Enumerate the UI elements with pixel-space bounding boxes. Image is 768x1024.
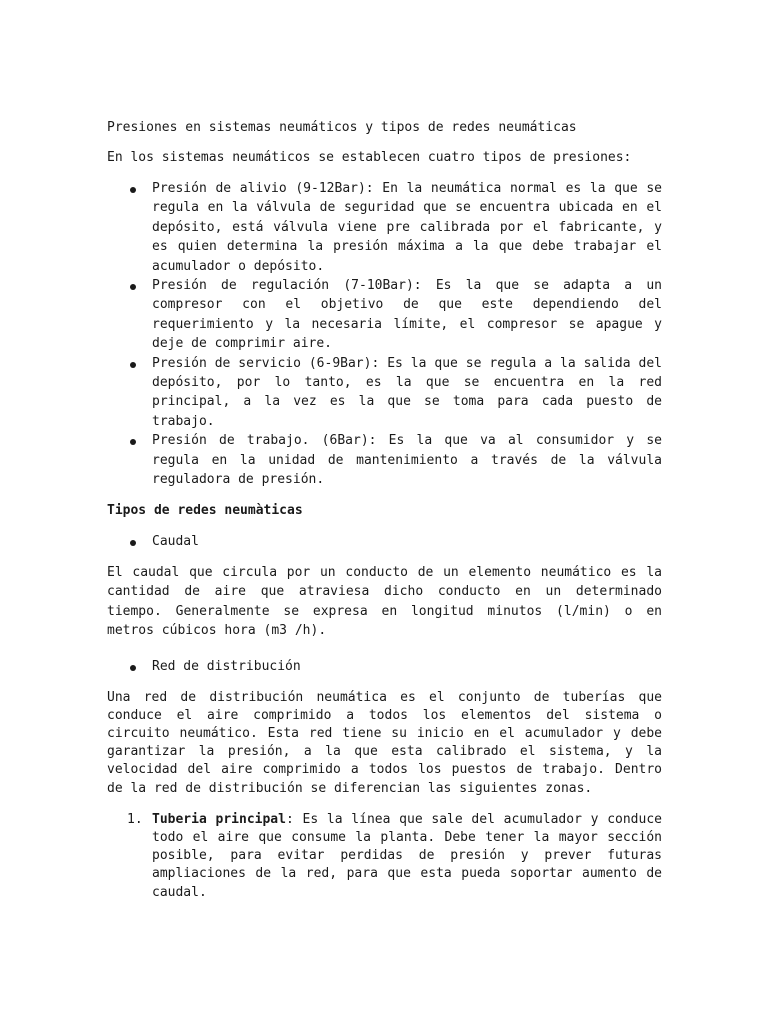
pressure-item-text: Presión de regulación (7-10Bar): Es la que se adapta a un compresor con el objetivo de que este dependiendo del requerimiento y la necesaria límite, el compresor se apague y deje de comprimir aire. — [152, 278, 662, 352]
caudal-label: Caudal — [152, 533, 199, 549]
bullet-icon — [130, 439, 136, 445]
bullet-icon — [130, 187, 136, 193]
list-item — [107, 811, 662, 902]
caudal-paragraph: El caudal que circula por un conducto de un elemento neumático es la cantidad de aire que atraviesa dicho conducto en un determinado tiempo. Generalmente se expresa en longitud minutos (l/min) o en metros cúbicos hora (m3 /h). — [107, 564, 662, 638]
pressure-item-text: Presión de servicio (6-9Bar): Es la que se regula a la salida del depósito, por lo tanto, es la que se encuentra en la red principal, a la vez es la que se toma para cada puesto de trabajo. — [152, 355, 662, 429]
pressure-item-text: Presión de trabajo. (6Bar): Es la que va al consumidor y se regula en la unidad de mantenimiento a través de la válvula reguladora de presión. — [152, 433, 662, 488]
intro-paragraph: En los sistemas neumáticos se establecen cuatro tipos de presiones: — [107, 150, 632, 165]
bullet-icon — [130, 665, 136, 671]
bullet-icon — [130, 540, 136, 546]
zone-term: Tuberia principal — [152, 811, 286, 827]
list-item — [107, 276, 662, 354]
list-number: 1. — [127, 811, 143, 827]
zone-description: : Es la línea que sale del acumulador y conduce todo el aire que consume la planta. Debe tener la mayor sección posible, para evitar perdidas de presión y prever futuras ampliaciones de la red, para que esta pueda soportar aumento de caudal. — [152, 811, 662, 900]
section-heading: Tipos de redes neumàticas — [107, 502, 303, 518]
document-page — [107, 118, 662, 902]
red-label: Red de distribución — [152, 658, 301, 674]
red-paragraph: Una red de distribución neumática es el conjunto de tuberías que conduce el aire comprimido a todos los elementos del sistema o circuito neumático. Esta red tiene su inicio en el acumulador y debe garantizar la presión, a la que esta calibrado el sistema, y la velocidad del aire comprimido a todos los puestos de trabajo. Dentro de la red de distribución se diferencian las siguientes zonas. — [107, 689, 662, 796]
pressure-list — [107, 179, 662, 490]
bullet-icon — [130, 362, 136, 368]
zone-item-text — [152, 811, 662, 902]
red-bullet — [107, 657, 662, 677]
pressure-item-text: Presión de alivio (9-12Bar): En la neumática normal es la que se regula en la válvula de seguridad que se encuentra ubicada en el depósito, está válvula viene pre calibrada por el fabricante, y es quien determina la presión máxima a la que debe trabajar el acumulador o depósito. — [152, 181, 662, 274]
list-item — [107, 431, 662, 489]
caudal-bullet — [107, 532, 662, 552]
list-item — [107, 179, 662, 276]
list-item — [107, 354, 662, 432]
document-title: Presiones en sistemas neumáticos y tipos de redes neumáticas — [107, 120, 577, 135]
zones-list — [107, 811, 662, 902]
bullet-icon — [130, 284, 136, 290]
